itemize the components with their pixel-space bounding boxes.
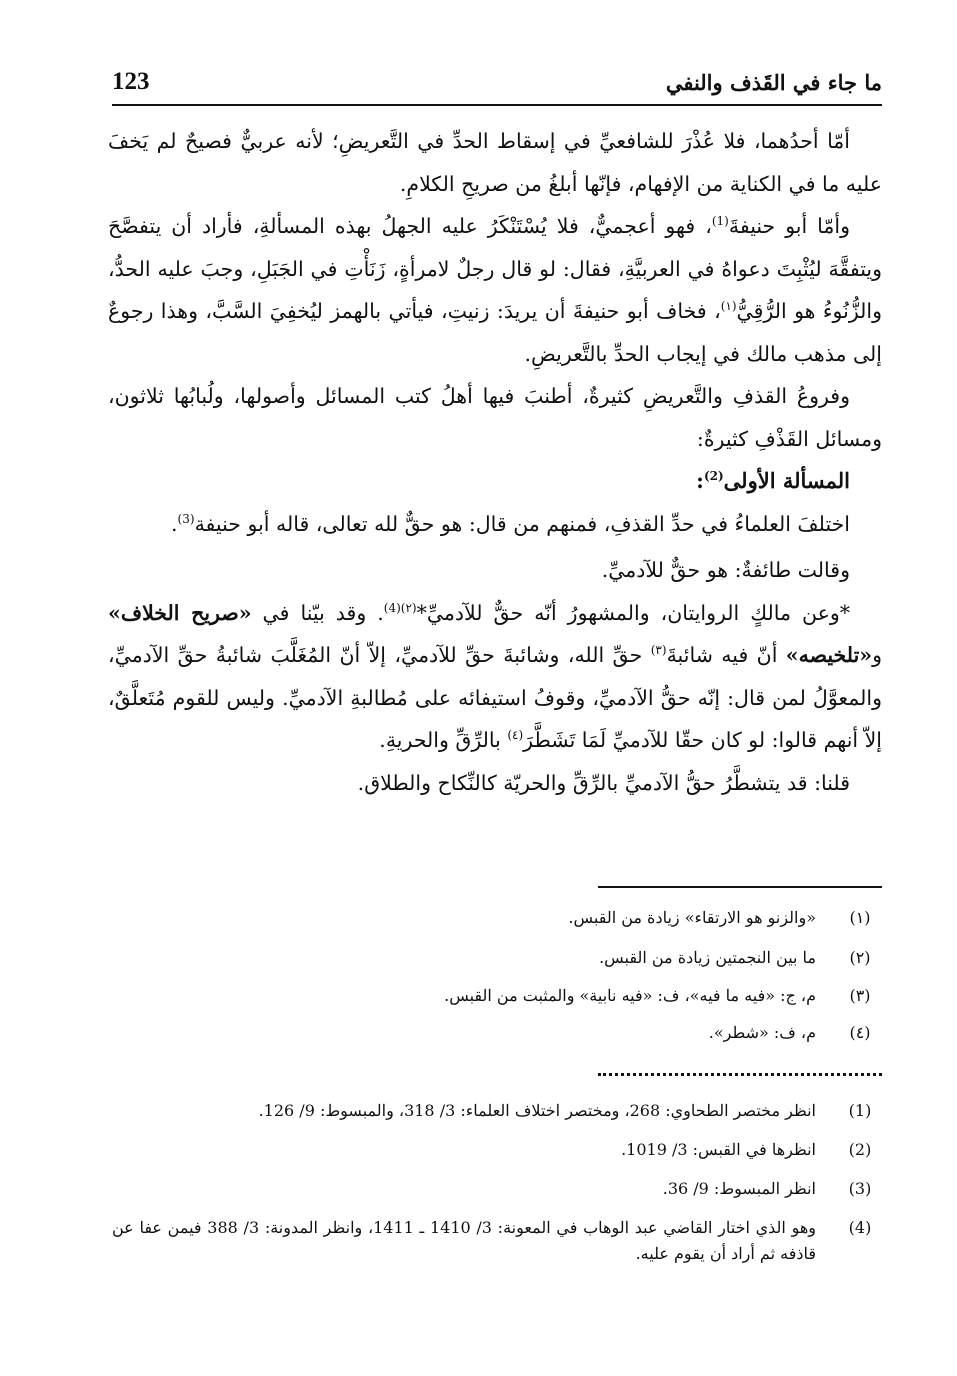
footnote-separator — [598, 886, 882, 888]
footnote-item: (٤) م، ف: «شطر». — [708, 1023, 871, 1042]
footnote-ref: (3) — [177, 511, 195, 526]
book-title: «صريح الخلاف» — [108, 600, 252, 625]
paragraph: وأمّا أبو حنيفةَ$^{(1)}$، فهو أعجميٌّ، فلا يُسْتَنْكَرُ عليه الجهلُ بهذه المسألةِ، فأراد أن يتفصَّحَ ويتفقَّهَ ليُثْبِتَ دعواهُ في العربيَّةِ، فقال: لو قال رجلٌ لامرأةٍ، زَنَأْتِ في الجَبَلِ، وجبَ عليه الحدُّ، والزُّنُوءُ هو الرُّقِيُّ$^{(١)}$، فخاف أبو حنيفةَ أن يريدَ: زنيتِ، فيأتي بالهمز ليُخفِيَ السَّبَّ، وهذا رجوعٌ إلى مذهب مالك في إيجاب الحدِّ بالتَّعريضِ. — [108, 214, 882, 366]
book-title: «تلخيصه» — [785, 643, 873, 667]
footnote-ref: (٤) — [507, 728, 524, 743]
footnote-ref: (1) — [711, 214, 729, 229]
footnote-ref: (٣) — [650, 643, 667, 658]
paragraph: اختلفَ العلماءُ في حدِّ القذفِ، فمنهم من قال: هو حقٌّ لله تعالى، قاله أبو حنيفة$^{(3)}$. — [171, 511, 850, 536]
footnote-item: (2) انظرها في القبس: 3/ 1019. — [621, 1140, 872, 1159]
footnote-item: (1) انظر مختصر الطحاوي: 268، ومختصر اختلاف العلماء: 3/ 318، والمبسوط: 9/ 126. — [258, 1101, 872, 1120]
paragraph: *وعن مالكٍ الروايتان، والمشهورُ أنّه حقٌّ للآدميِّ*$^{(٢)(4)}$. وقد بيّنا في «صريح الخلاف» و«تلخيصه» أنّ فيه شائبةَ$^{(٣)}$ حقِّ الله، وشائبةَ حقِّ للآدميِّ، إلاّ أنّ المُغَلَّبَ شائبةُ حقِّ الآدميِّ، والمعوَّلُ لمن قال: إنّه حقُّ الآدميِّ، وقوفُ استيفائه على مُطالبةِ الآدميِّ. وليس للقوم مُتَعلَّقٌ، إلاّ أنهم قالوا: لو كان حقّا للآدميِّ لَمَا تَشَطَّرَ$^{(٤)}$ بالرِّقِّ والحريةِ. — [108, 600, 882, 752]
footnote-item: (3) انظر المبسوط: 9/ 36. — [662, 1179, 872, 1198]
page-number: 123 — [112, 68, 150, 95]
header-rule — [112, 104, 882, 106]
paragraph: وفروعُ القذفِ والتَّعريضِ كثيرةٌ، أطنبَ فيها أهلُ كتب المسائل وأصولها، ولُبابُها ثلاثون، ومسائل القَذْفِ كثيرةٌ: — [108, 384, 882, 451]
footnote-ref: (١) — [720, 299, 737, 314]
footnote-ref: (2) — [703, 469, 724, 483]
paragraph: وقالت طائفةٌ: هو حقٌّ للآدميِّ. — [601, 558, 850, 582]
paragraph: قلنا: قد يتشطَّرُ حقُّ الآدميِّ بالرِّقِّ والحريّة كالنِّكاح والطلاق. — [357, 770, 850, 795]
chapter-title: ما جاء في القَذف والنفي — [665, 70, 882, 95]
footnote-separator-dotted — [598, 1073, 882, 1076]
paragraph: أمّا أحدُهما، فلا عُذْرَ للشافعيِّ في إسقاط الحدِّ في التَّعريضِ؛ لأنه عربيٌّ فصيحٌ لم يَخفَ عليه ما في الكناية من الإفهام، فإنّها أبلغُ من صريحِ الكلامِ. — [108, 129, 882, 196]
footnote-item: (٢) ما بين النجمتين زيادة من القبس. — [599, 948, 871, 967]
running-header — [112, 68, 882, 102]
footnote-item: (٣) م، ج: «فيه ما فيه»، ف: «فيه نابية» والمثبت من القبس. — [444, 986, 871, 1005]
footnote-item: (١) «والزنو هو الارتقاء» زيادة من القبس. — [568, 908, 871, 927]
footnote-ref: (٢)(4) — [383, 600, 417, 615]
main-text — [108, 120, 882, 804]
footnote-item: (4) وهو الذي اختار القاضي عبد الوهاب في المعونة: 3/ 1410 ـ 1411، وانظر المدونة: 3/ 388 فيمن عفا عن قاذفه ثم أراد أن يقوم عليه. — [112, 1218, 872, 1263]
section-heading: المسألة الأولى$^{(2)}$: — [696, 468, 850, 493]
